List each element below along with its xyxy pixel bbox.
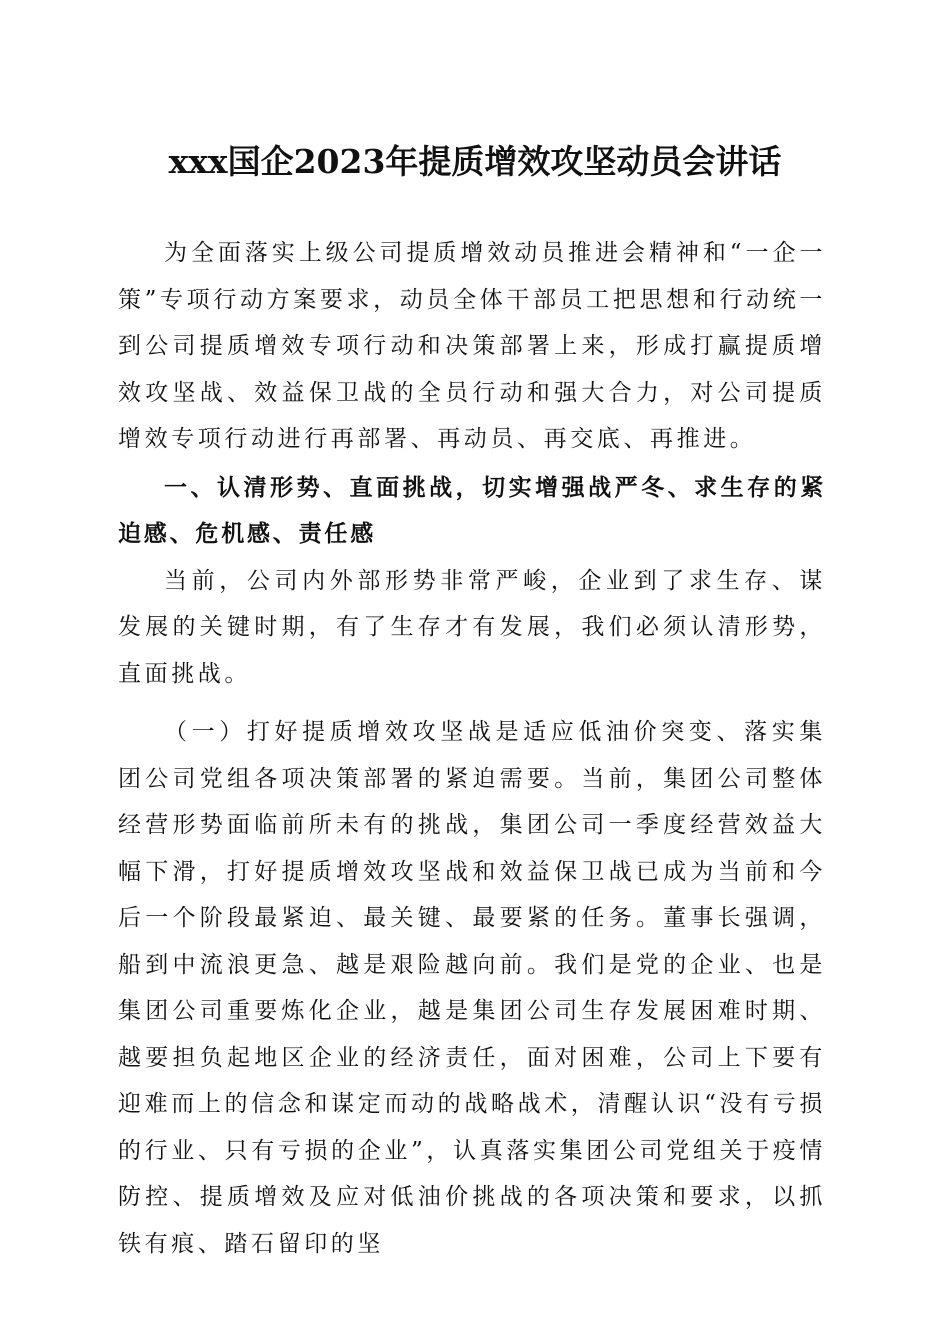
intro-paragraph: 为全面落实上级公司提质增效动员推进会精神和“一企一策”专项行动方案要求，动员全体干部员工把思想和行动统一到公司提质增效专项行动和决策部署上来，形成打赢提质增效攻坚战、效益保卫战的全员行动和强大合力，对公司提质增效专项行动进行再部署、再动员、再交底、再推进。: [118, 240, 826, 452]
subsection-body: 当前，集团公司整体经营形势面临前所未有的挑战，集团公司一季度经营效益大幅下滑，打好提质增效攻坚战和效益保卫战已成为当前和今后一个阶段最紧迫、最关键、最要紧的任务。董事长强调，船到中流浪更急、越是艰险越向前。我们是党的企业、也是集团公司重要炼化企业，越是集团公司生存发展困难时期、越要担负起地区企业的经济责任，面对困难，公司上下要有迎难而上的信念和谋定而动的战略战术，清醒认识“没有亏损的行业、只有亏损的企业”，认真落实集团公司党组关于疫情防控、提质增效及应对低油价挑战的各项决策和要求，以抓铁有痕、踏石留印的坚: [118, 765, 827, 1257]
document-body: [118, 230, 826, 1267]
paragraph-current-situation: 当前，公司内外部形势非常严峻，企业到了求生存、谋发展的关键时期，有了生存才有发展，我们必须认清形势，直面挑战。: [118, 567, 826, 687]
subsection-lead: （一）打好提质增效攻坚战是适应低油价突变、落实集团公司党组各项决策部署的紧迫需要。: [118, 719, 826, 792]
section-heading-1: 一、认清形势、直面挑战，切实增强战严冬、求生存的紧迫感、危机感、责任感: [118, 474, 826, 547]
paragraph-subsection-1: [118, 709, 826, 1267]
document-title: xxx国企2023年提质增效攻坚动员会讲话: [168, 142, 782, 181]
